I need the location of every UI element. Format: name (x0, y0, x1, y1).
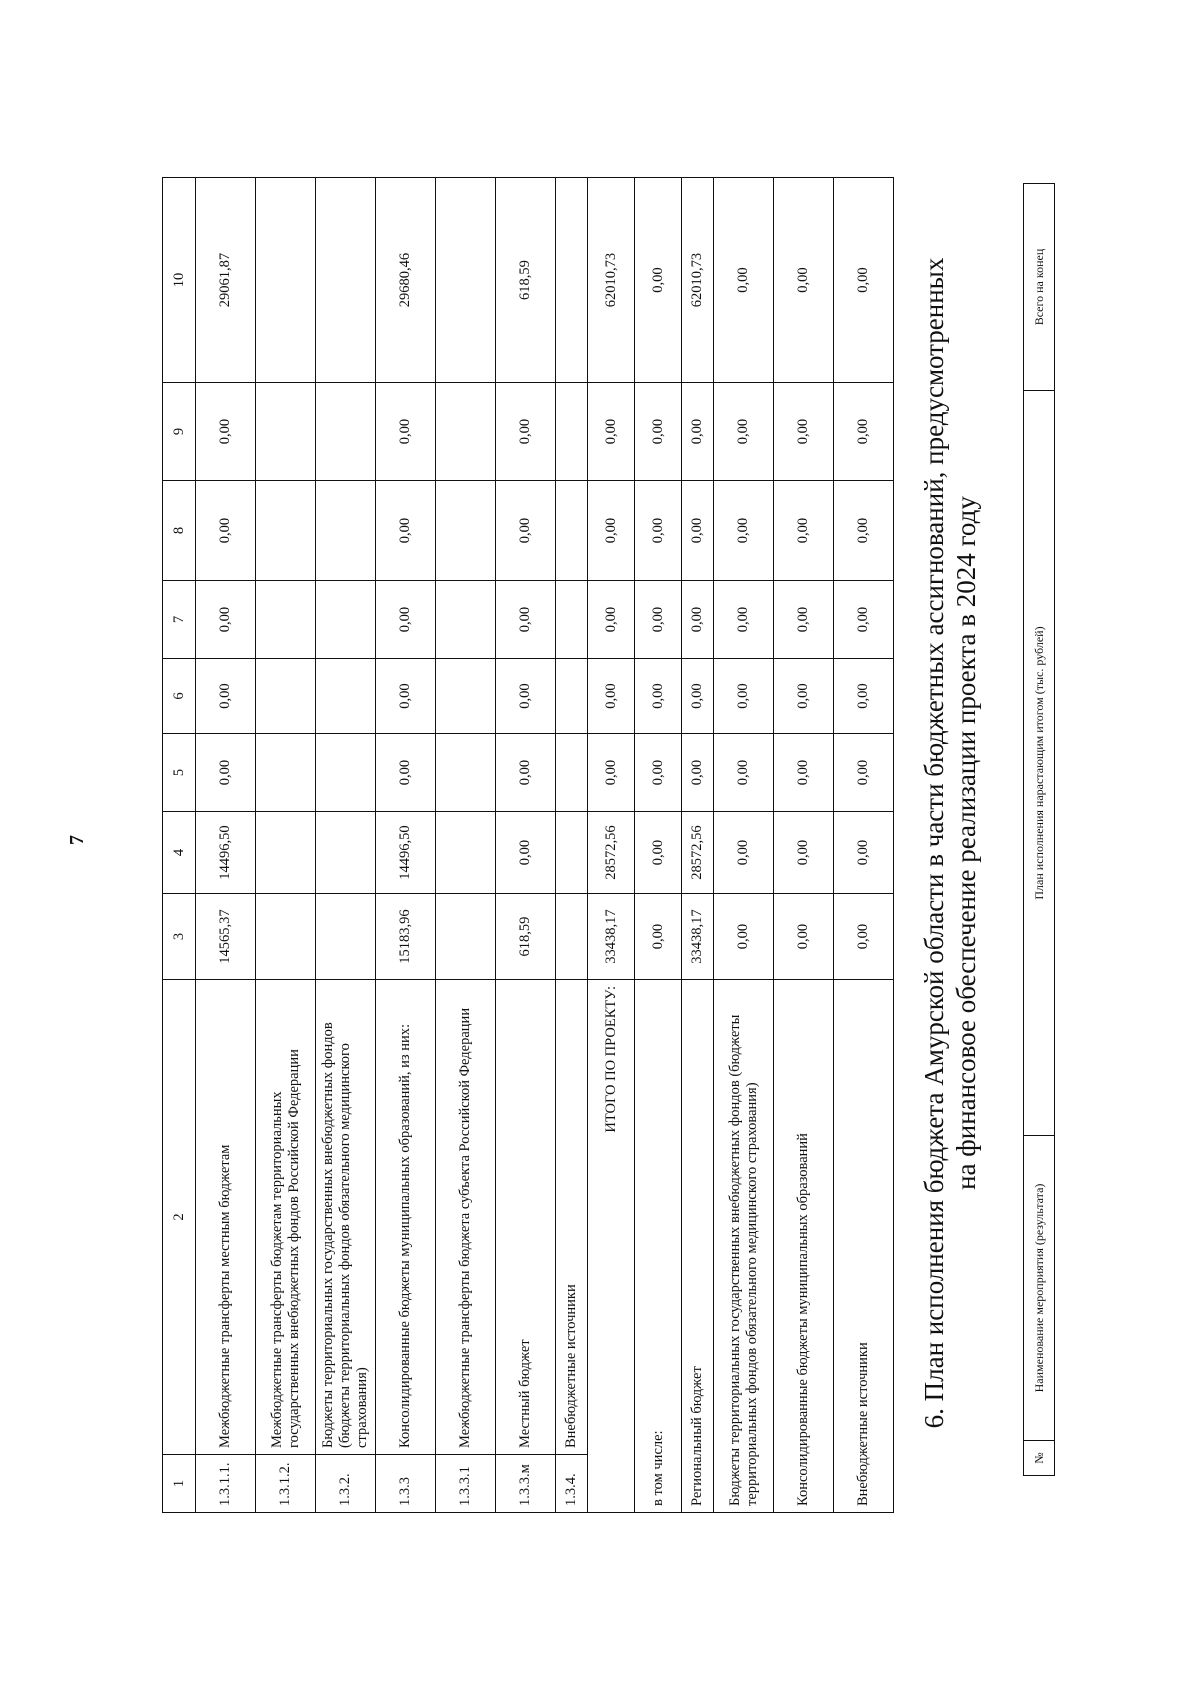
cell-value: 28572,56 (588, 812, 635, 894)
cell-value: 0,00 (834, 659, 894, 734)
cell-value: 0,00 (714, 178, 774, 383)
row-number: 1.3.3.м (496, 1455, 556, 1513)
row-name: Консолидированные бюджеты муниципальных образований, из них: (376, 980, 436, 1455)
breakdown-row (635, 178, 682, 1513)
cell-value: 0,00 (635, 734, 682, 812)
budget-table (162, 177, 894, 1513)
cell-value (556, 383, 588, 481)
cell-value: 0,00 (635, 383, 682, 481)
row-number: 1.3.2. (316, 1455, 376, 1513)
cell-value (316, 734, 376, 812)
cell-value: 0,00 (774, 894, 834, 980)
row-name: Бюджеты территориальных государственных внебюджетных фондов (бюджеты территориальных фондов обязательного медицинского страхования) (316, 980, 376, 1455)
cell-value: 0,00 (714, 383, 774, 481)
col-header: 5 (163, 734, 196, 812)
row-number: 1.3.1.1. (196, 1455, 256, 1513)
cell-value: 0,00 (635, 481, 682, 581)
cell-value: 0,00 (834, 581, 894, 659)
cell-value: 0,00 (834, 812, 894, 894)
cell-value (436, 894, 496, 980)
cell-value: 0,00 (635, 894, 682, 980)
cell-value: 0,00 (714, 734, 774, 812)
row-number: 1.3.4. (556, 1455, 588, 1513)
row-number: 1.3.3 (376, 1455, 436, 1513)
cell-value: 0,00 (774, 481, 834, 581)
cell-value: 0,00 (834, 178, 894, 383)
cell-value: 0,00 (196, 734, 256, 812)
cell-value: 0,00 (496, 812, 556, 894)
cell-value: 62010,73 (682, 178, 714, 383)
cell-value (436, 734, 496, 812)
table-row (376, 178, 436, 1513)
cell-value: 15183,96 (376, 894, 436, 980)
col-header: 3 (163, 894, 196, 980)
col-total-header: Всего на конец (1024, 184, 1055, 391)
section-title-line: 6. План исполнения бюджета Амурской области в части бюджетных ассигнований, предусмотренных (919, 257, 949, 1429)
cell-value: 0,00 (196, 383, 256, 481)
col-header: 7 (163, 581, 196, 659)
cell-value: 0,00 (635, 812, 682, 894)
cell-value: 14565,37 (196, 894, 256, 980)
total-label: ИТОГО ПО ПРОЕКТУ: (588, 980, 635, 1513)
cell-value: 0,00 (774, 812, 834, 894)
page-number: 7 (66, 835, 88, 845)
section-title (918, 198, 983, 1488)
col-header: 8 (163, 481, 196, 581)
cell-value: 29061,87 (196, 178, 256, 383)
cell-value: 0,00 (774, 659, 834, 734)
cell-value (436, 481, 496, 581)
breakdown-name: Бюджеты территориальных государственных внебюджетных фондов (бюджеты территориальных фондов обязательного медицинского страхования) (714, 980, 774, 1513)
cell-value: 29680,46 (376, 178, 436, 383)
cell-value (436, 812, 496, 894)
col-header: 2 (163, 980, 196, 1455)
col-name-header: Наименование мероприятия (результата) (1024, 1136, 1055, 1441)
cell-value (256, 659, 316, 734)
cell-value (556, 659, 588, 734)
row-name: Межбюджетные трансферты бюджета субъекта Российской Федерации (436, 980, 496, 1455)
col-header: 6 (163, 659, 196, 734)
breakdown-row (834, 178, 894, 1513)
cell-value: 0,00 (588, 734, 635, 812)
cell-value: 33438,17 (682, 894, 714, 980)
cell-value (556, 894, 588, 980)
cell-value: 0,00 (635, 659, 682, 734)
table-row (556, 178, 588, 1513)
cell-value: 0,00 (834, 481, 894, 581)
cell-value (556, 734, 588, 812)
cell-value: 0,00 (376, 659, 436, 734)
cell-value: 0,00 (714, 481, 774, 581)
cell-value (556, 812, 588, 894)
breakdown-row (774, 178, 834, 1513)
cell-value: 0,00 (376, 581, 436, 659)
cell-value: 0,00 (774, 581, 834, 659)
cell-value (256, 383, 316, 481)
cell-value (436, 178, 496, 383)
table-row (316, 178, 376, 1513)
cell-value: 0,00 (714, 581, 774, 659)
cell-value: 0,00 (682, 383, 714, 481)
total-row (588, 178, 635, 1513)
cell-value (256, 812, 316, 894)
cell-value (256, 894, 316, 980)
cell-value: 0,00 (774, 383, 834, 481)
cell-value (316, 659, 376, 734)
cell-value (316, 812, 376, 894)
table-row (496, 178, 556, 1513)
breakdown-row (714, 178, 774, 1513)
breakdown-name: Внебюджетные источники (834, 980, 894, 1513)
cell-value (256, 734, 316, 812)
cell-value: 0,00 (376, 481, 436, 581)
cell-value: 0,00 (496, 734, 556, 812)
cell-value (316, 894, 376, 980)
cell-value (316, 383, 376, 481)
cell-value: 0,00 (714, 812, 774, 894)
cell-value (256, 481, 316, 581)
cell-value (316, 581, 376, 659)
cell-value: 0,00 (774, 734, 834, 812)
table-row (436, 178, 496, 1513)
cell-value (436, 659, 496, 734)
row-number: 1.3.3.1 (436, 1455, 496, 1513)
cell-value: 0,00 (635, 178, 682, 383)
col-header: 4 (163, 812, 196, 894)
cell-value: 14496,50 (196, 812, 256, 894)
row-name: Межбюджетные трансферты местным бюджетам (196, 980, 256, 1455)
cell-value (436, 581, 496, 659)
breakdown-name: Консолидированные бюджеты муниципальных образований (774, 980, 834, 1513)
cell-value: 0,00 (682, 581, 714, 659)
table-row (256, 178, 316, 1513)
cell-value: 0,00 (588, 383, 635, 481)
cell-value: 0,00 (196, 659, 256, 734)
cell-value: 0,00 (682, 481, 714, 581)
section-title-line: на финансовое обеспечение реализации проекта в 2024 году (951, 496, 982, 1190)
cell-value: 0,00 (496, 481, 556, 581)
cell-value: 14496,50 (376, 812, 436, 894)
cell-value: 0,00 (196, 481, 256, 581)
col-header: 9 (163, 383, 196, 481)
breakdown-name: Региональный бюджет (682, 980, 714, 1513)
breakdown-name: в том числе: (635, 980, 682, 1513)
cell-value: 0,00 (834, 734, 894, 812)
col-header: 1 (163, 1455, 196, 1513)
cell-value (556, 481, 588, 581)
col-num-header: № (1024, 1441, 1055, 1476)
cell-value: 0,00 (376, 383, 436, 481)
cell-value (316, 178, 376, 383)
cell-value: 0,00 (682, 659, 714, 734)
table-row (196, 178, 256, 1513)
cell-value: 0,00 (496, 383, 556, 481)
cell-value (436, 383, 496, 481)
cell-value: 0,00 (714, 894, 774, 980)
cell-value: 618,59 (496, 894, 556, 980)
cell-value: 62010,73 (588, 178, 635, 383)
cell-value: 0,00 (714, 659, 774, 734)
cell-value: 0,00 (588, 581, 635, 659)
row-name: Внебюджетные источники (556, 980, 588, 1455)
cell-value: 28572,56 (682, 812, 714, 894)
cell-value: 0,00 (496, 581, 556, 659)
cell-value: 618,59 (496, 178, 556, 383)
cell-value: 33438,17 (588, 894, 635, 980)
row-number: 1.3.1.2. (256, 1455, 316, 1513)
row-name: Межбюджетные трансферты бюджетам территориальных государственных внебюджетных фондов Российской Федерации (256, 980, 316, 1455)
cell-value (256, 178, 316, 383)
cell-value (556, 581, 588, 659)
cell-value: 0,00 (496, 659, 556, 734)
cell-value (556, 178, 588, 383)
cell-value: 0,00 (834, 894, 894, 980)
breakdown-row (682, 178, 714, 1513)
cell-value: 0,00 (588, 481, 635, 581)
row-name: Местный бюджет (496, 980, 556, 1455)
cell-value: 0,00 (682, 734, 714, 812)
plan-table-header (1023, 183, 1055, 1476)
cell-value: 0,00 (196, 581, 256, 659)
cell-value: 0,00 (376, 734, 436, 812)
cell-value: 0,00 (774, 178, 834, 383)
header-row (163, 178, 196, 1513)
col-plan-header: План исполнения нарастающим итогом (тыс. рублей) (1024, 391, 1055, 1136)
cell-value: 0,00 (834, 383, 894, 481)
col-header: 10 (163, 178, 196, 383)
cell-value: 0,00 (635, 581, 682, 659)
cell-value (316, 481, 376, 581)
plan-header-row (1024, 184, 1055, 1476)
cell-value (256, 581, 316, 659)
cell-value: 0,00 (588, 659, 635, 734)
